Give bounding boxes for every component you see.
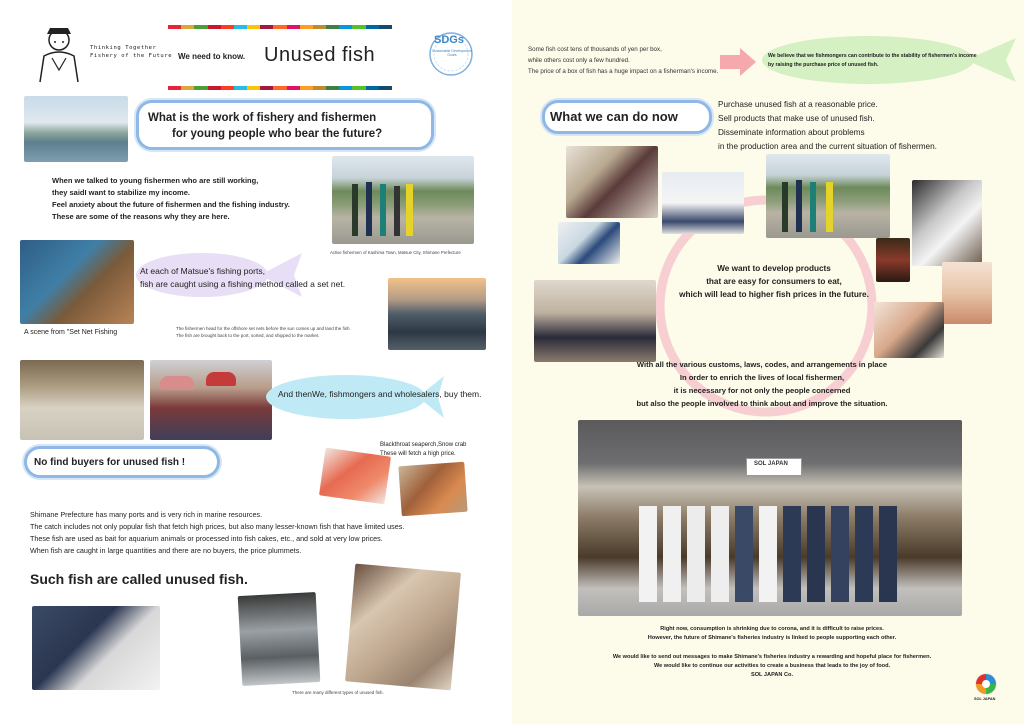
customs-line3: it is necessary for not only the people concerned bbox=[673, 386, 851, 395]
toddler-meal-photo bbox=[874, 302, 944, 358]
fishermen-group-photo-2 bbox=[766, 154, 890, 238]
stripe-segment bbox=[366, 25, 379, 29]
fish-boxes-photo bbox=[238, 592, 321, 686]
stripe-segment bbox=[273, 25, 286, 29]
wholesalers-photo bbox=[150, 360, 272, 440]
stripe-segment bbox=[326, 25, 339, 29]
stripe-segment bbox=[168, 86, 181, 90]
closing-line4: We would like to continue our activities to create a business that leads to the joy of food. bbox=[653, 663, 891, 669]
body-line2: The catch includes not only popular fish that fetch high prices, but also many lesser-known fish that have limited uses. bbox=[30, 522, 405, 531]
no-buyers-text: No find buyers for unused fish ! bbox=[34, 457, 186, 468]
stripe-segment bbox=[287, 25, 300, 29]
sdgs-logo-text: SDGs bbox=[434, 34, 464, 46]
fish2-text: And thenWe, fishmongers and wholesalers, buy them. bbox=[278, 389, 482, 399]
stripe-segment bbox=[300, 25, 313, 29]
product-team-photo bbox=[534, 280, 656, 362]
can-do-title: What we can do now bbox=[550, 109, 678, 124]
shop-sign: SOL JAPAN bbox=[754, 461, 788, 467]
intro-line2: they saidI want to stabilize my income. bbox=[52, 188, 190, 197]
dawn-fishing-photo bbox=[388, 278, 486, 350]
can-do-line2: Sell products that make use of unused fish. bbox=[718, 114, 875, 123]
sol-japan-logo-icon bbox=[974, 672, 998, 696]
processing-photo bbox=[566, 146, 658, 218]
stripe-segment bbox=[221, 86, 234, 90]
subtitle: We need to know. bbox=[178, 52, 246, 61]
sdgs-logo-subtext: Sustainable Development Goals bbox=[432, 49, 472, 57]
can-do-line3: Disseminate information about problems bbox=[718, 128, 865, 137]
products-line2: that are easy for consumers to eat, bbox=[706, 277, 842, 286]
customs-line4: but also the people involved to think about and improve the situation. bbox=[636, 399, 888, 408]
stripe-segment bbox=[273, 86, 286, 90]
stripe-segment bbox=[260, 25, 273, 29]
closing-line5: SOL JAPAN Co. bbox=[750, 672, 794, 678]
company-staff-photo bbox=[578, 420, 962, 616]
stripe-segment bbox=[194, 25, 207, 29]
closing-line1: Right now, consumption is shrinking due to corona, and it is difficult to raise prices. bbox=[660, 626, 884, 632]
question-line1: What is the work of fishery and fishermen bbox=[148, 112, 377, 124]
customs-line1: With all the various customs, laws, codes, and arrangements in place bbox=[636, 360, 888, 369]
price-note-line1: Some fish cost tens of thousands of yen per box, bbox=[528, 46, 662, 53]
price-note-line3: The price of a box of fish has a huge impact on a fisherman's income. bbox=[528, 68, 719, 75]
stripe-segment bbox=[326, 86, 339, 90]
caption-premium-line2: These will fetch a high price. bbox=[380, 451, 456, 457]
stripe-segment bbox=[352, 25, 365, 29]
snow-crab-photo bbox=[398, 462, 467, 516]
page-title: Unused fish bbox=[264, 44, 376, 66]
fish1-line2: fish are caught using a fishing method called a set net. bbox=[140, 279, 346, 289]
fish-shape-green bbox=[758, 32, 1020, 88]
set-net-photo bbox=[20, 240, 134, 324]
closing-line2: However, the future of Shimane's fisheries industry is linked to people supporting each other. bbox=[647, 635, 897, 641]
stripe-segment bbox=[234, 86, 247, 90]
products-line1: We want to develop products bbox=[717, 264, 831, 273]
stripe-segment bbox=[313, 86, 326, 90]
stripe-segment bbox=[339, 86, 352, 90]
products-line3: which will lead to higher fish prices in the future. bbox=[679, 290, 869, 299]
stripe-segment bbox=[208, 25, 221, 29]
unused-fish-types-photo bbox=[345, 564, 461, 691]
belief-line2: by raising the purchase price of unused fish. bbox=[768, 62, 879, 68]
child-eating-photo bbox=[942, 262, 992, 324]
caption-types: There are many different types of unused fish. bbox=[292, 690, 384, 695]
stripe-segment bbox=[379, 86, 392, 90]
harbor-photo bbox=[24, 96, 128, 162]
sol-japan-logo-text: SOL JAPAN bbox=[974, 697, 996, 701]
chef-photo bbox=[912, 180, 982, 266]
customs-line2: In order to enrich the lives of local fishermen, bbox=[679, 373, 845, 382]
tagline-line1: Thinking Together bbox=[90, 45, 157, 51]
stripe-segment bbox=[208, 86, 221, 90]
intro-line3: Feel anxiety about the future of fishermen and the fishing industry. bbox=[52, 200, 290, 209]
fisherman-illustration-icon bbox=[30, 24, 88, 84]
delivery-truck-photo bbox=[662, 172, 744, 234]
stripe-segment bbox=[339, 25, 352, 29]
stripe-segment bbox=[379, 25, 392, 29]
stripe-segment bbox=[260, 86, 273, 90]
caption-premium-line1: Blackthroat seaperch,Snow crab bbox=[380, 442, 467, 448]
caption-fishermen: Active fishermen of Kashima Town, Matsue City, Shimane Prefecture bbox=[330, 250, 461, 255]
stripe-segment bbox=[221, 25, 234, 29]
stripe-segment bbox=[247, 25, 260, 29]
body-line1: Shimane Prefecture has many ports and is very rich in marine resources. bbox=[30, 510, 263, 519]
fish-market-photo bbox=[20, 360, 144, 440]
product-jar-photo bbox=[876, 238, 910, 282]
stripe-segment bbox=[194, 86, 207, 90]
price-note-line2: while others cost only a few hundred. bbox=[528, 57, 630, 64]
belief-line1: We believe that we fishmongers can contribute to the stability of fishermen's income bbox=[768, 53, 977, 59]
stripe-segment bbox=[352, 86, 365, 90]
stripe-segment bbox=[300, 86, 313, 90]
stripe-segment bbox=[181, 86, 194, 90]
caption-setnet: A scene from "Set Net Fishing bbox=[24, 329, 118, 336]
arrow-right-icon bbox=[718, 46, 758, 78]
sdg-color-stripe-top bbox=[168, 25, 392, 29]
stripe-segment bbox=[168, 25, 181, 29]
blackthroat-seaperch-photo bbox=[319, 448, 391, 505]
body-line4: When fish are caught in large quantities and there are no buyers, the price plummets. bbox=[30, 546, 302, 555]
tagline-line2: Fishery of the Future bbox=[90, 53, 173, 59]
auction-notes-photo bbox=[32, 606, 160, 690]
closing-line3: We would like to send out messages to make Shimane's fisheries industry a rewarding and hopeful place for fishermen. bbox=[612, 654, 932, 660]
fish1-line1: At each of Matsue's fishing ports, bbox=[140, 266, 265, 276]
can-do-line1: Purchase unused fish at a reasonable price. bbox=[718, 100, 878, 109]
can-do-line4: in the production area and the current situation of fishermen. bbox=[718, 142, 937, 151]
intro-line4: These are some of the reasons why they are here. bbox=[52, 212, 230, 221]
unused-fish-headline: Such fish are called unused fish. bbox=[30, 571, 248, 587]
stripe-segment bbox=[181, 25, 194, 29]
caption-dawn-line1: The fishermen head for the offshore set nets before the sun comes up and land the fish. bbox=[176, 326, 351, 331]
stripe-segment bbox=[234, 25, 247, 29]
right-page bbox=[512, 0, 1024, 724]
fishermen-group-photo bbox=[332, 156, 474, 244]
sdg-color-stripe-bottom bbox=[168, 86, 392, 90]
body-line3: These fish are used as bait for aquarium animals or processed into fish cakes, etc., and sold at very low prices. bbox=[30, 534, 383, 543]
stripe-segment bbox=[247, 86, 260, 90]
caption-dawn-line2: The fish are brought back to the port, sorted, and shipped to the market. bbox=[176, 333, 320, 338]
intro-line1: When we talked to young fishermen who are still working, bbox=[52, 176, 259, 185]
stripe-segment bbox=[287, 86, 300, 90]
stripe-segment bbox=[313, 25, 326, 29]
question-line2: for young people who bear the future? bbox=[172, 128, 383, 140]
staff-photo bbox=[558, 222, 620, 264]
stripe-segment bbox=[366, 86, 379, 90]
